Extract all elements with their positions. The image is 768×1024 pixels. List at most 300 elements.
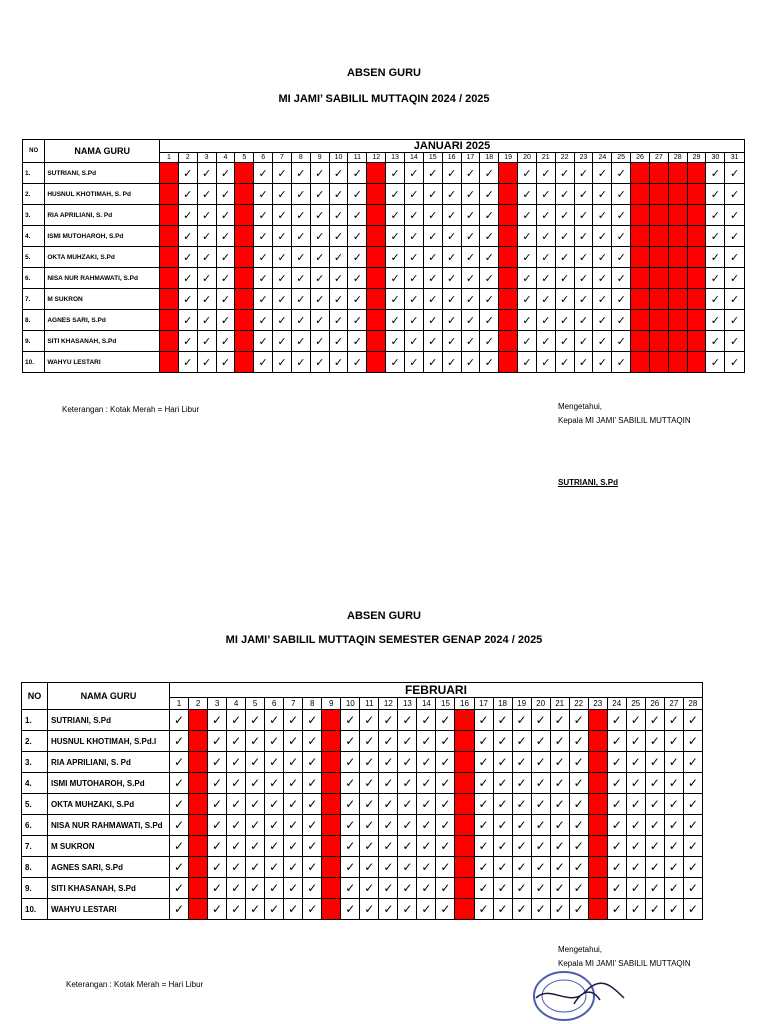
sign-acknowledge: Mengetahui, xyxy=(558,945,603,954)
row-number: 1. xyxy=(23,163,45,184)
check-mark-cell: ✓ xyxy=(569,899,588,920)
check-mark-cell: ✓ xyxy=(284,878,303,899)
holiday-cell xyxy=(160,247,179,268)
check-mark-cell: ✓ xyxy=(555,289,574,310)
holiday-cell xyxy=(687,289,706,310)
check-mark-cell: ✓ xyxy=(284,794,303,815)
holiday-cell xyxy=(455,794,474,815)
check-mark-cell: ✓ xyxy=(607,857,626,878)
check-mark-cell: ✓ xyxy=(170,752,189,773)
check-mark-cell: ✓ xyxy=(284,773,303,794)
check-mark-cell: ✓ xyxy=(512,899,531,920)
check-mark-cell: ✓ xyxy=(555,310,574,331)
row-number: 5. xyxy=(22,794,48,815)
day-header: 3 xyxy=(208,698,227,710)
check-mark-cell: ✓ xyxy=(284,899,303,920)
day-header: 21 xyxy=(536,153,555,163)
teacher-name: SUTRIANI, S.Pd xyxy=(48,710,170,731)
day-header: 5 xyxy=(246,698,265,710)
table-row xyxy=(22,878,703,899)
teacher-name: M SUKRON xyxy=(45,289,160,310)
holiday-cell xyxy=(499,163,518,184)
check-mark-cell: ✓ xyxy=(227,899,246,920)
check-mark-cell: ✓ xyxy=(227,794,246,815)
check-mark-cell: ✓ xyxy=(178,331,197,352)
table-row xyxy=(22,794,703,815)
check-mark-cell: ✓ xyxy=(725,289,745,310)
header-no: NO xyxy=(23,140,45,163)
holiday-cell xyxy=(499,268,518,289)
check-mark-cell: ✓ xyxy=(246,878,265,899)
day-header: 28 xyxy=(683,698,702,710)
holiday-cell xyxy=(631,352,650,373)
check-mark-cell: ✓ xyxy=(254,205,273,226)
check-mark-cell: ✓ xyxy=(360,857,379,878)
check-mark-cell: ✓ xyxy=(341,794,360,815)
check-mark-cell: ✓ xyxy=(178,205,197,226)
check-mark-cell: ✓ xyxy=(626,878,645,899)
holiday-cell xyxy=(455,836,474,857)
check-mark-cell: ✓ xyxy=(518,310,537,331)
check-mark-cell: ✓ xyxy=(512,710,531,731)
check-mark-cell: ✓ xyxy=(170,773,189,794)
check-mark-cell: ✓ xyxy=(329,205,348,226)
check-mark-cell: ✓ xyxy=(386,289,405,310)
check-mark-cell: ✓ xyxy=(291,310,310,331)
day-header: 17 xyxy=(474,698,493,710)
attendance-table-january xyxy=(22,139,745,373)
sign-title: Kepala MI JAMI’ SABILIL MUTTAQIN xyxy=(558,416,691,425)
holiday-cell xyxy=(668,163,687,184)
check-mark-cell: ✓ xyxy=(291,289,310,310)
check-mark-cell: ✓ xyxy=(348,205,367,226)
check-mark-cell: ✓ xyxy=(536,268,555,289)
day-header: 11 xyxy=(348,153,367,163)
day-header: 19 xyxy=(499,153,518,163)
check-mark-cell: ✓ xyxy=(216,289,235,310)
day-header: 4 xyxy=(216,153,235,163)
check-mark-cell: ✓ xyxy=(555,331,574,352)
holiday-cell xyxy=(367,352,386,373)
holiday-cell xyxy=(668,184,687,205)
check-mark-cell: ✓ xyxy=(442,205,461,226)
day-header: 22 xyxy=(555,153,574,163)
check-mark-cell: ✓ xyxy=(574,331,593,352)
holiday-cell xyxy=(687,352,706,373)
check-mark-cell: ✓ xyxy=(645,710,664,731)
check-mark-cell: ✓ xyxy=(612,331,631,352)
check-mark-cell: ✓ xyxy=(531,836,550,857)
check-mark-cell: ✓ xyxy=(531,857,550,878)
check-mark-cell: ✓ xyxy=(386,184,405,205)
check-mark-cell: ✓ xyxy=(461,184,480,205)
check-mark-cell: ✓ xyxy=(593,247,612,268)
check-mark-cell: ✓ xyxy=(254,310,273,331)
check-mark-cell: ✓ xyxy=(216,352,235,373)
holiday-cell xyxy=(367,205,386,226)
check-mark-cell: ✓ xyxy=(246,731,265,752)
check-mark-cell: ✓ xyxy=(404,331,423,352)
check-mark-cell: ✓ xyxy=(178,184,197,205)
check-mark-cell: ✓ xyxy=(550,752,569,773)
check-mark-cell: ✓ xyxy=(461,289,480,310)
check-mark-cell: ✓ xyxy=(574,352,593,373)
holiday-cell xyxy=(160,205,179,226)
check-mark-cell: ✓ xyxy=(725,163,745,184)
day-header: 25 xyxy=(612,153,631,163)
check-mark-cell: ✓ xyxy=(386,226,405,247)
check-mark-cell: ✓ xyxy=(493,836,512,857)
check-mark-cell: ✓ xyxy=(725,226,745,247)
check-mark-cell: ✓ xyxy=(612,310,631,331)
check-mark-cell: ✓ xyxy=(291,331,310,352)
check-mark-cell: ✓ xyxy=(273,226,292,247)
check-mark-cell: ✓ xyxy=(474,773,493,794)
holiday-cell xyxy=(649,331,668,352)
check-mark-cell: ✓ xyxy=(379,794,398,815)
check-mark-cell: ✓ xyxy=(348,268,367,289)
check-mark-cell: ✓ xyxy=(461,310,480,331)
holiday-cell xyxy=(189,710,208,731)
row-number: 10. xyxy=(23,352,45,373)
holiday-cell xyxy=(235,184,254,205)
holiday-cell xyxy=(189,752,208,773)
check-mark-cell: ✓ xyxy=(531,899,550,920)
check-mark-cell: ✓ xyxy=(664,710,683,731)
check-mark-cell: ✓ xyxy=(461,163,480,184)
check-mark-cell: ✓ xyxy=(574,247,593,268)
holiday-cell xyxy=(588,815,607,836)
check-mark-cell: ✓ xyxy=(569,815,588,836)
day-header: 5 xyxy=(235,153,254,163)
table-row xyxy=(22,773,703,794)
check-mark-cell: ✓ xyxy=(348,226,367,247)
check-mark-cell: ✓ xyxy=(493,878,512,899)
holiday-cell xyxy=(235,226,254,247)
check-mark-cell: ✓ xyxy=(461,226,480,247)
check-mark-cell: ✓ xyxy=(442,268,461,289)
day-header: 20 xyxy=(518,153,537,163)
row-number: 2. xyxy=(22,731,48,752)
check-mark-cell: ✓ xyxy=(555,163,574,184)
check-mark-cell: ✓ xyxy=(329,226,348,247)
check-mark-cell: ✓ xyxy=(474,752,493,773)
holiday-cell xyxy=(631,184,650,205)
holiday-cell xyxy=(189,794,208,815)
check-mark-cell: ✓ xyxy=(725,184,745,205)
check-mark-cell: ✓ xyxy=(480,226,499,247)
check-mark-cell: ✓ xyxy=(607,836,626,857)
check-mark-cell: ✓ xyxy=(626,815,645,836)
holiday-cell xyxy=(631,289,650,310)
check-mark-cell: ✓ xyxy=(310,184,329,205)
holiday-cell xyxy=(588,710,607,731)
check-mark-cell: ✓ xyxy=(303,710,322,731)
holiday-cell xyxy=(189,899,208,920)
check-mark-cell: ✓ xyxy=(348,289,367,310)
holiday-cell xyxy=(631,331,650,352)
holiday-cell xyxy=(668,331,687,352)
check-mark-cell: ✓ xyxy=(178,310,197,331)
check-mark-cell: ✓ xyxy=(626,899,645,920)
holiday-cell xyxy=(631,205,650,226)
check-mark-cell: ✓ xyxy=(310,205,329,226)
day-header: 19 xyxy=(512,698,531,710)
day-header: 6 xyxy=(265,698,284,710)
check-mark-cell: ✓ xyxy=(593,163,612,184)
teacher-name: WAHYU LESTARI xyxy=(48,899,170,920)
holiday-cell xyxy=(367,184,386,205)
check-mark-cell: ✓ xyxy=(254,163,273,184)
teacher-name: AGNES SARI, S.Pd xyxy=(45,310,160,331)
check-mark-cell: ✓ xyxy=(265,815,284,836)
check-mark-cell: ✓ xyxy=(569,878,588,899)
check-mark-cell: ✓ xyxy=(555,352,574,373)
check-mark-cell: ✓ xyxy=(574,184,593,205)
check-mark-cell: ✓ xyxy=(398,815,417,836)
check-mark-cell: ✓ xyxy=(493,794,512,815)
check-mark-cell: ✓ xyxy=(341,752,360,773)
holiday-cell xyxy=(687,205,706,226)
holiday-cell xyxy=(499,205,518,226)
row-number: 4. xyxy=(23,226,45,247)
check-mark-cell: ✓ xyxy=(398,752,417,773)
check-mark-cell: ✓ xyxy=(550,836,569,857)
check-mark-cell: ✓ xyxy=(612,247,631,268)
holiday-cell xyxy=(322,731,341,752)
day-header: 23 xyxy=(574,153,593,163)
teacher-name: SITI KHASANAH, S.Pd xyxy=(48,878,170,899)
check-mark-cell: ✓ xyxy=(512,836,531,857)
check-mark-cell: ✓ xyxy=(273,205,292,226)
holiday-cell xyxy=(235,268,254,289)
day-header: 14 xyxy=(404,153,423,163)
holiday-cell xyxy=(687,247,706,268)
holiday-cell xyxy=(189,878,208,899)
check-mark-cell: ✓ xyxy=(536,247,555,268)
check-mark-cell: ✓ xyxy=(197,205,216,226)
table-row xyxy=(23,163,745,184)
check-mark-cell: ✓ xyxy=(683,815,702,836)
check-mark-cell: ✓ xyxy=(386,310,405,331)
holiday-cell xyxy=(631,247,650,268)
check-mark-cell: ✓ xyxy=(536,310,555,331)
check-mark-cell: ✓ xyxy=(607,899,626,920)
holiday-cell xyxy=(687,184,706,205)
check-mark-cell: ✓ xyxy=(683,836,702,857)
check-mark-cell: ✓ xyxy=(531,731,550,752)
check-mark-cell: ✓ xyxy=(246,857,265,878)
check-mark-cell: ✓ xyxy=(512,857,531,878)
check-mark-cell: ✓ xyxy=(404,352,423,373)
check-mark-cell: ✓ xyxy=(303,731,322,752)
sheet2-title: ABSEN GURU xyxy=(347,610,421,622)
check-mark-cell: ✓ xyxy=(480,331,499,352)
teacher-name: RIA APRILIANI, S. Pd xyxy=(45,205,160,226)
check-mark-cell: ✓ xyxy=(197,184,216,205)
check-mark-cell: ✓ xyxy=(329,310,348,331)
check-mark-cell: ✓ xyxy=(417,899,436,920)
signer-name: SUTRIANI, S.Pd xyxy=(558,478,619,487)
teacher-name: WAHYU LESTARI xyxy=(45,352,160,373)
check-mark-cell: ✓ xyxy=(612,163,631,184)
check-mark-cell: ✓ xyxy=(706,163,725,184)
check-mark-cell: ✓ xyxy=(227,857,246,878)
check-mark-cell: ✓ xyxy=(303,752,322,773)
check-mark-cell: ✓ xyxy=(423,184,442,205)
check-mark-cell: ✓ xyxy=(404,184,423,205)
table-row xyxy=(22,857,703,878)
row-number: 1. xyxy=(22,710,48,731)
check-mark-cell: ✓ xyxy=(360,752,379,773)
check-mark-cell: ✓ xyxy=(436,710,455,731)
check-mark-cell: ✓ xyxy=(398,710,417,731)
check-mark-cell: ✓ xyxy=(474,710,493,731)
check-mark-cell: ✓ xyxy=(664,878,683,899)
check-mark-cell: ✓ xyxy=(536,205,555,226)
check-mark-cell: ✓ xyxy=(569,794,588,815)
row-number: 9. xyxy=(22,878,48,899)
check-mark-cell: ✓ xyxy=(531,710,550,731)
check-mark-cell: ✓ xyxy=(645,857,664,878)
day-header: 31 xyxy=(725,153,745,163)
check-mark-cell: ✓ xyxy=(216,268,235,289)
check-mark-cell: ✓ xyxy=(536,184,555,205)
check-mark-cell: ✓ xyxy=(593,184,612,205)
check-mark-cell: ✓ xyxy=(518,268,537,289)
check-mark-cell: ✓ xyxy=(208,857,227,878)
check-mark-cell: ✓ xyxy=(417,836,436,857)
holiday-cell xyxy=(649,184,668,205)
day-header: 9 xyxy=(310,153,329,163)
holiday-cell xyxy=(455,752,474,773)
check-mark-cell: ✓ xyxy=(329,331,348,352)
check-mark-cell: ✓ xyxy=(683,899,702,920)
legend-note: Keterangan : Kotak Merah = Hari Libur xyxy=(62,405,200,414)
day-header: 6 xyxy=(254,153,273,163)
holiday-cell xyxy=(189,836,208,857)
day-header: 8 xyxy=(303,698,322,710)
check-mark-cell: ✓ xyxy=(550,773,569,794)
check-mark-cell: ✓ xyxy=(474,878,493,899)
day-header: 29 xyxy=(687,153,706,163)
check-mark-cell: ✓ xyxy=(645,731,664,752)
row-number: 5. xyxy=(23,247,45,268)
check-mark-cell: ✓ xyxy=(683,773,702,794)
check-mark-cell: ✓ xyxy=(197,163,216,184)
legend-note-2: Keterangan : Kotak Merah = Hari Libur xyxy=(66,980,204,989)
check-mark-cell: ✓ xyxy=(404,268,423,289)
teacher-name: HUSNUL KHOTIMAH, S. Pd xyxy=(45,184,160,205)
row-number: 3. xyxy=(23,205,45,226)
check-mark-cell: ✓ xyxy=(310,226,329,247)
check-mark-cell: ✓ xyxy=(706,247,725,268)
check-mark-cell: ✓ xyxy=(265,878,284,899)
check-mark-cell: ✓ xyxy=(284,752,303,773)
check-mark-cell: ✓ xyxy=(348,352,367,373)
teacher-name: HUSNUL KHOTIMAH, S.Pd.I xyxy=(48,731,170,752)
check-mark-cell: ✓ xyxy=(518,331,537,352)
check-mark-cell: ✓ xyxy=(593,268,612,289)
day-header: 3 xyxy=(197,153,216,163)
sign-title: Kepala MI JAMI’ SABILIL MUTTAQIN xyxy=(558,959,691,968)
check-mark-cell: ✓ xyxy=(461,247,480,268)
check-mark-cell: ✓ xyxy=(423,163,442,184)
table-row xyxy=(23,310,745,331)
holiday-cell xyxy=(455,773,474,794)
check-mark-cell: ✓ xyxy=(265,836,284,857)
check-mark-cell: ✓ xyxy=(518,205,537,226)
check-mark-cell: ✓ xyxy=(493,752,512,773)
check-mark-cell: ✓ xyxy=(341,899,360,920)
check-mark-cell: ✓ xyxy=(227,710,246,731)
check-mark-cell: ✓ xyxy=(310,247,329,268)
holiday-cell xyxy=(687,163,706,184)
check-mark-cell: ✓ xyxy=(569,710,588,731)
holiday-cell xyxy=(322,815,341,836)
check-mark-cell: ✓ xyxy=(461,331,480,352)
check-mark-cell: ✓ xyxy=(341,710,360,731)
check-mark-cell: ✓ xyxy=(291,163,310,184)
teacher-name: AGNES SARI, S.Pd xyxy=(48,857,170,878)
holiday-cell xyxy=(668,247,687,268)
check-mark-cell: ✓ xyxy=(208,794,227,815)
row-number: 8. xyxy=(23,310,45,331)
check-mark-cell: ✓ xyxy=(436,794,455,815)
check-mark-cell: ✓ xyxy=(593,205,612,226)
check-mark-cell: ✓ xyxy=(442,352,461,373)
check-mark-cell: ✓ xyxy=(612,226,631,247)
check-mark-cell: ✓ xyxy=(379,752,398,773)
holiday-cell xyxy=(367,247,386,268)
check-mark-cell: ✓ xyxy=(626,836,645,857)
day-header: 30 xyxy=(706,153,725,163)
check-mark-cell: ✓ xyxy=(569,752,588,773)
holiday-cell xyxy=(322,794,341,815)
check-mark-cell: ✓ xyxy=(227,815,246,836)
holiday-cell xyxy=(235,331,254,352)
check-mark-cell: ✓ xyxy=(216,247,235,268)
day-header: 11 xyxy=(360,698,379,710)
holiday-cell xyxy=(668,352,687,373)
check-mark-cell: ✓ xyxy=(612,352,631,373)
check-mark-cell: ✓ xyxy=(398,773,417,794)
check-mark-cell: ✓ xyxy=(170,878,189,899)
holiday-cell xyxy=(189,857,208,878)
check-mark-cell: ✓ xyxy=(683,752,702,773)
holiday-cell xyxy=(367,226,386,247)
check-mark-cell: ✓ xyxy=(360,794,379,815)
check-mark-cell: ✓ xyxy=(593,289,612,310)
check-mark-cell: ✓ xyxy=(386,247,405,268)
check-mark-cell: ✓ xyxy=(254,268,273,289)
holiday-cell xyxy=(668,268,687,289)
check-mark-cell: ✓ xyxy=(442,184,461,205)
check-mark-cell: ✓ xyxy=(442,163,461,184)
holiday-cell xyxy=(631,310,650,331)
check-mark-cell: ✓ xyxy=(246,815,265,836)
check-mark-cell: ✓ xyxy=(607,752,626,773)
check-mark-cell: ✓ xyxy=(341,836,360,857)
check-mark-cell: ✓ xyxy=(360,773,379,794)
check-mark-cell: ✓ xyxy=(291,226,310,247)
day-header: 14 xyxy=(417,698,436,710)
check-mark-cell: ✓ xyxy=(664,752,683,773)
check-mark-cell: ✓ xyxy=(291,205,310,226)
holiday-cell xyxy=(668,205,687,226)
check-mark-cell: ✓ xyxy=(550,878,569,899)
check-mark-cell: ✓ xyxy=(706,310,725,331)
